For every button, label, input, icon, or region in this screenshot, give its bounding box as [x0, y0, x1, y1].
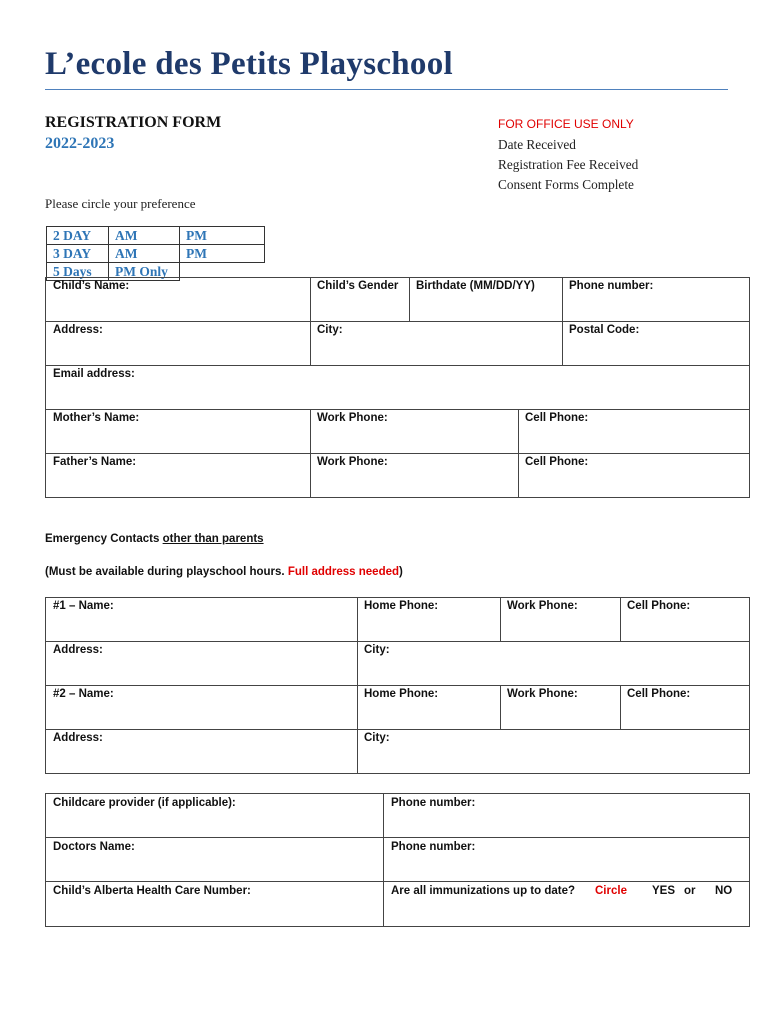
contact2-city-label: City: — [364, 732, 390, 744]
mothers-name-label: Mother’s Name: — [53, 412, 140, 424]
postal-code-label: Postal Code: — [569, 324, 640, 336]
immunization-yes[interactable]: YES — [652, 885, 676, 897]
contact1-cell-label: Cell Phone: — [627, 600, 691, 612]
option-3day-pm[interactable]: PM — [180, 245, 265, 263]
email-label: Email address: — [53, 368, 135, 380]
city-label: City: — [317, 324, 343, 336]
child-phone-label: Phone number: — [569, 280, 654, 292]
option-5days[interactable]: 5 Days — [47, 263, 109, 281]
option-2day-pm[interactable]: PM — [180, 227, 265, 245]
title-divider — [45, 89, 728, 90]
office-use-heading: FOR OFFICE USE ONLY — [498, 117, 634, 131]
health-number-label: Child’s Alberta Health Care Number: — [53, 885, 251, 897]
doctors-name-label: Doctors Name: — [53, 841, 135, 853]
page-title: L’ecole des Petits Playschool — [45, 46, 454, 82]
contact1-city-field[interactable] — [357, 641, 750, 686]
contact1-home-label: Home Phone: — [364, 600, 439, 612]
mother-work-phone-label: Work Phone: — [317, 412, 388, 424]
contact1-city-label: City: — [364, 644, 390, 656]
form-title: REGISTRATION FORM — [45, 114, 222, 131]
option-3day[interactable]: 3 DAY — [47, 245, 109, 263]
contact1-name-label: #1 – Name: — [53, 600, 114, 612]
preference-instruction: Please circle your preference — [45, 196, 196, 211]
immunization-no[interactable]: NO — [715, 885, 733, 897]
emergency-heading — [45, 533, 264, 545]
immunizations-label: Are all immunizations up to date? — [391, 885, 576, 897]
office-fee-received: Registration Fee Received — [498, 157, 639, 172]
emergency-heading-underlined: other than parents — [162, 533, 264, 545]
contact2-cell-label: Cell Phone: — [627, 688, 691, 700]
doctor-phone-label: Phone number: — [391, 841, 476, 853]
childcare-provider-label: Childcare provider (if applicable): — [53, 797, 236, 809]
office-consent-forms: Consent Forms Complete — [498, 177, 634, 192]
contact1-work-label: Work Phone: — [507, 600, 578, 612]
childs-gender-label: Child’s Gender — [317, 280, 399, 292]
emergency-note — [45, 566, 403, 578]
immunization-or: or — [684, 885, 696, 897]
emergency-note-prefix: (Must be available during playschool hours. — [45, 566, 288, 578]
emergency-note-red: Full address needed — [287, 566, 400, 578]
option-2day-am[interactable]: AM — [109, 227, 180, 245]
contact2-work-label: Work Phone: — [507, 688, 578, 700]
contact2-name-label: #2 – Name: — [53, 688, 114, 700]
contact2-city-field[interactable] — [357, 729, 750, 774]
father-cell-phone-label: Cell Phone: — [525, 456, 589, 468]
father-work-phone-label: Work Phone: — [317, 456, 388, 468]
emergency-heading-text: Emergency Contacts — [45, 533, 163, 545]
school-year: 2022-2023 — [45, 135, 115, 152]
option-2day[interactable]: 2 DAY — [47, 227, 109, 245]
office-date-received: Date Received — [498, 137, 576, 152]
contact2-address-label: Address: — [53, 732, 103, 744]
birthdate-label: Birthdate (MM/DD/YY) — [416, 280, 535, 292]
childs-name-label: Child’s Name: — [53, 280, 130, 292]
mother-cell-phone-label: Cell Phone: — [525, 412, 589, 424]
option-5days-pm-only[interactable]: PM Only — [109, 263, 180, 281]
address-label: Address: — [53, 324, 103, 336]
emergency-note-suffix: ) — [399, 566, 403, 578]
preference-table — [46, 226, 265, 281]
city-field[interactable] — [310, 321, 563, 366]
contact1-address-label: Address: — [53, 644, 103, 656]
circle-instruction: Circle — [595, 885, 627, 897]
provider-phone-label: Phone number: — [391, 797, 476, 809]
contact2-home-label: Home Phone: — [364, 688, 439, 700]
email-field[interactable] — [45, 365, 750, 410]
fathers-name-label: Father’s Name: — [53, 456, 137, 468]
option-3day-am[interactable]: AM — [109, 245, 180, 263]
